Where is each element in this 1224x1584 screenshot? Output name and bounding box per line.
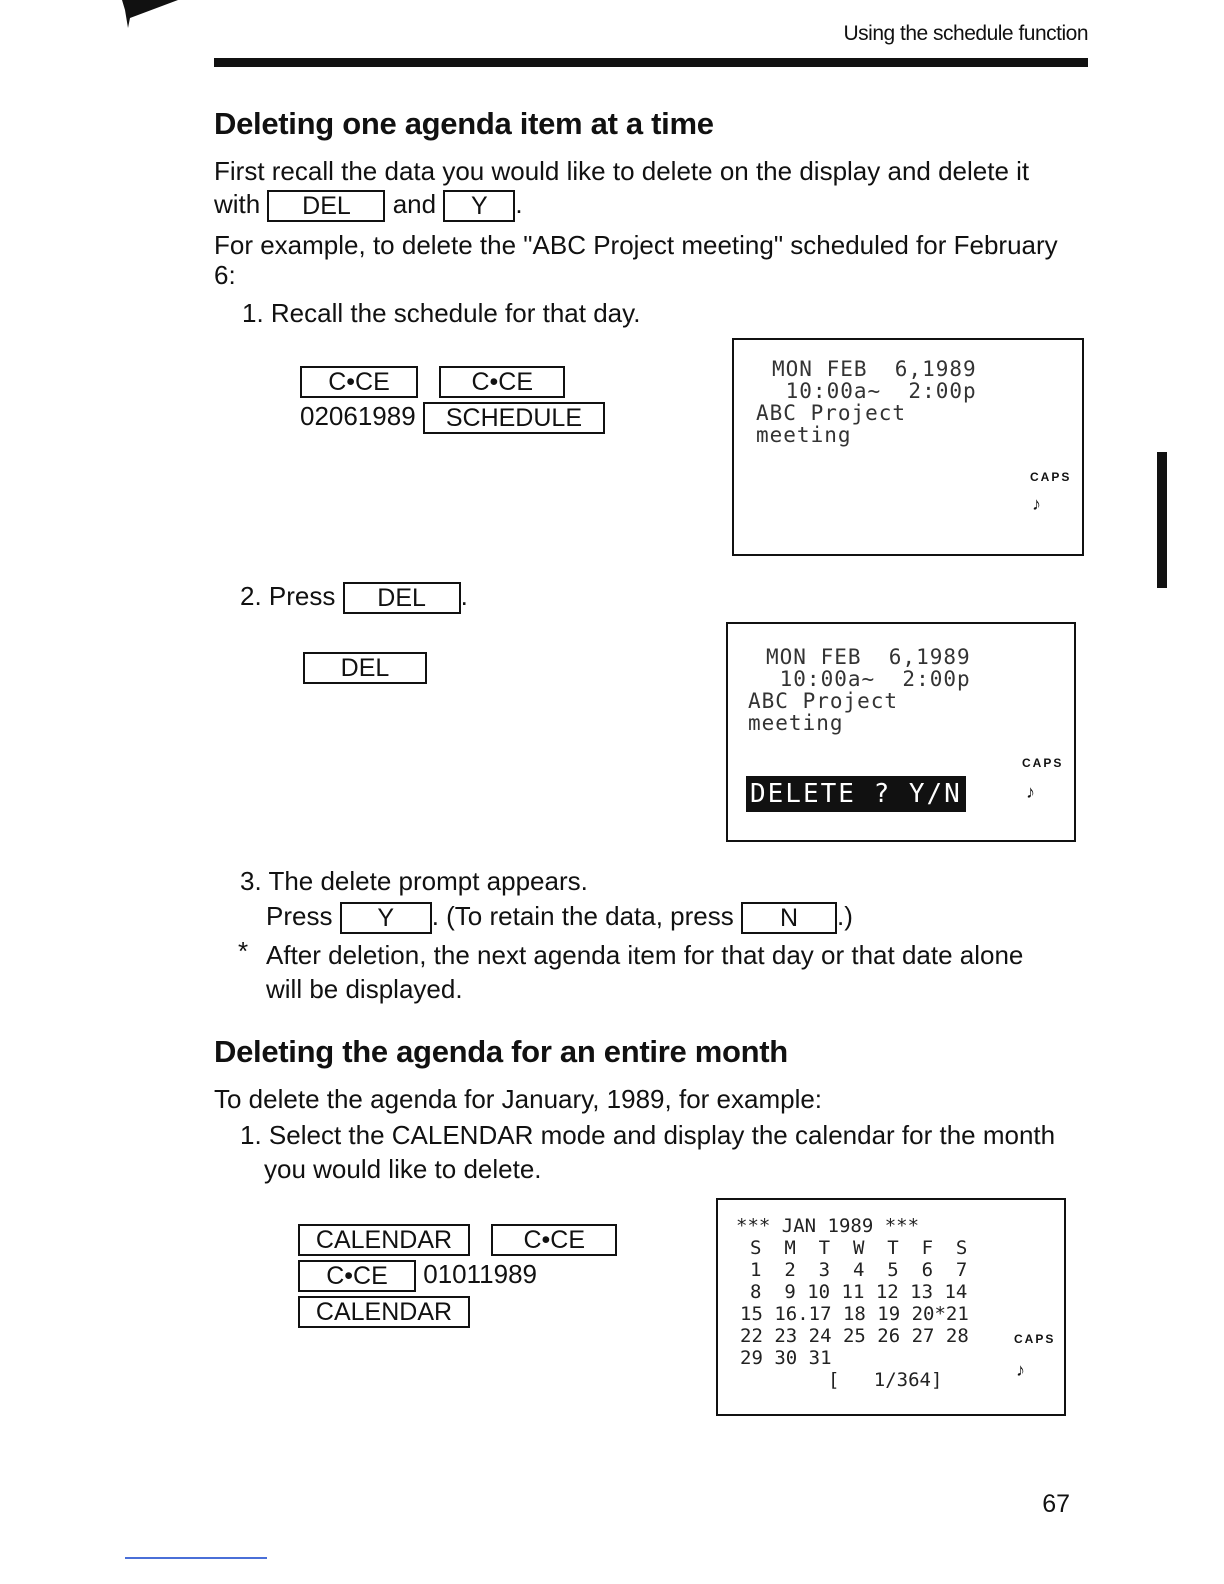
delete-prompt: DELETE ? Y/N	[746, 776, 966, 812]
intro-line-1: First recall the data you would like to delete on the display and delete it	[214, 156, 1030, 186]
page-number: 67	[1042, 1490, 1070, 1518]
section-title-delete-month: Deleting the agenda for an entire month	[214, 1034, 788, 1069]
step-1: 1. Recall the schedule for that day.	[242, 298, 641, 328]
caps-indicator: CAPS	[1014, 1332, 1056, 1346]
y-key: Y	[443, 190, 515, 222]
cce-key: C•CE	[298, 1260, 416, 1292]
lcd-line: 10:00a~ 2:00p	[772, 379, 977, 403]
key-sequence-1b	[300, 398, 605, 434]
example-line-2: 6:	[214, 260, 236, 290]
schedule-key: SCHEDULE	[423, 402, 605, 434]
header-rule	[214, 58, 1088, 67]
calendar-row: 1 2 3 4 5 6 7	[750, 1259, 968, 1281]
caps-indicator: CAPS	[1030, 470, 1072, 484]
section2-step-1-line-2: you would like to delete.	[264, 1154, 542, 1184]
lcd-line: 10:00a~ 2:00p	[766, 667, 971, 691]
after-deletion-line-2: will be displayed.	[266, 974, 463, 1004]
lcd-line: MON FEB 6,1989	[772, 357, 977, 381]
del-key: DEL	[343, 582, 461, 614]
calendar-row: 22 23 24 25 26 27 28	[740, 1325, 969, 1347]
calendar-row: 15 16.17 18 19 20*21	[740, 1303, 969, 1325]
intro-line-2: with DEL and Y .	[214, 189, 523, 221]
music-note-icon: ♪	[1026, 782, 1035, 802]
music-note-icon: ♪	[1032, 494, 1041, 514]
lcd-display-1	[732, 338, 1084, 556]
calendar-row: 8 9 10 11 12 13 14	[750, 1281, 968, 1303]
cce-key: C•CE	[491, 1224, 617, 1256]
caps-indicator: CAPS	[1022, 756, 1064, 770]
music-note-icon: ♪	[1016, 1360, 1025, 1380]
section-title-delete-one: Deleting one agenda item at a time	[214, 106, 714, 141]
key-sequence-3a	[298, 1220, 617, 1256]
key-sequence-3b	[298, 1256, 537, 1292]
section2-intro: To delete the agenda for January, 1989, for example:	[214, 1084, 823, 1114]
calendar-key: CALENDAR	[298, 1296, 470, 1328]
lcd-display-3	[716, 1198, 1066, 1416]
section2-step-1-line-1: 1. Select the CALENDAR mode and display the calendar for the month	[240, 1120, 1056, 1150]
asterisk-mark: *	[238, 936, 249, 966]
thumb-index-bar	[1157, 452, 1167, 588]
step-2: 2. Press DEL .	[240, 581, 468, 613]
lcd-line: meeting	[748, 711, 844, 735]
corner-fold-mark	[122, 0, 178, 28]
n-key: N	[741, 902, 837, 934]
key-sequence-2	[303, 648, 427, 684]
lcd-line: meeting	[756, 423, 852, 447]
lcd-line: ABC Project	[756, 401, 907, 425]
example-line-1: For example, to delete the "ABC Project meeting" scheduled for February	[214, 230, 1058, 260]
step-3: 3. The delete prompt appears.	[240, 866, 588, 896]
calendar-row: 29 30 31	[740, 1347, 832, 1369]
date-entry: 02061989	[300, 401, 416, 431]
y-key: Y	[340, 902, 432, 934]
cce-key: C•CE	[300, 366, 418, 398]
date-entry: 01011989	[423, 1259, 537, 1289]
cce-key: C•CE	[439, 366, 565, 398]
calendar-weekdays: S M T W T F S	[750, 1237, 968, 1259]
scan-edge-line	[125, 1557, 267, 1559]
lcd-line: ABC Project	[748, 689, 899, 713]
running-head: Using the schedule function	[843, 22, 1088, 45]
del-key: DEL	[303, 652, 427, 684]
calendar-header: *** JAN 1989 ***	[736, 1215, 920, 1237]
key-sequence-3c	[298, 1292, 470, 1328]
lcd-display-2	[726, 622, 1076, 842]
del-key: DEL	[267, 190, 385, 222]
calendar-footer: [ 1/364]	[828, 1369, 943, 1391]
key-sequence-1a	[300, 362, 565, 398]
lcd-line: MON FEB 6,1989	[766, 645, 971, 669]
calendar-key: CALENDAR	[298, 1224, 470, 1256]
after-deletion-line-1: After deletion, the next agenda item for that day or that date alone	[266, 940, 1024, 970]
step-3-press: Press Y . (To retain the data, press N .)	[266, 901, 853, 933]
